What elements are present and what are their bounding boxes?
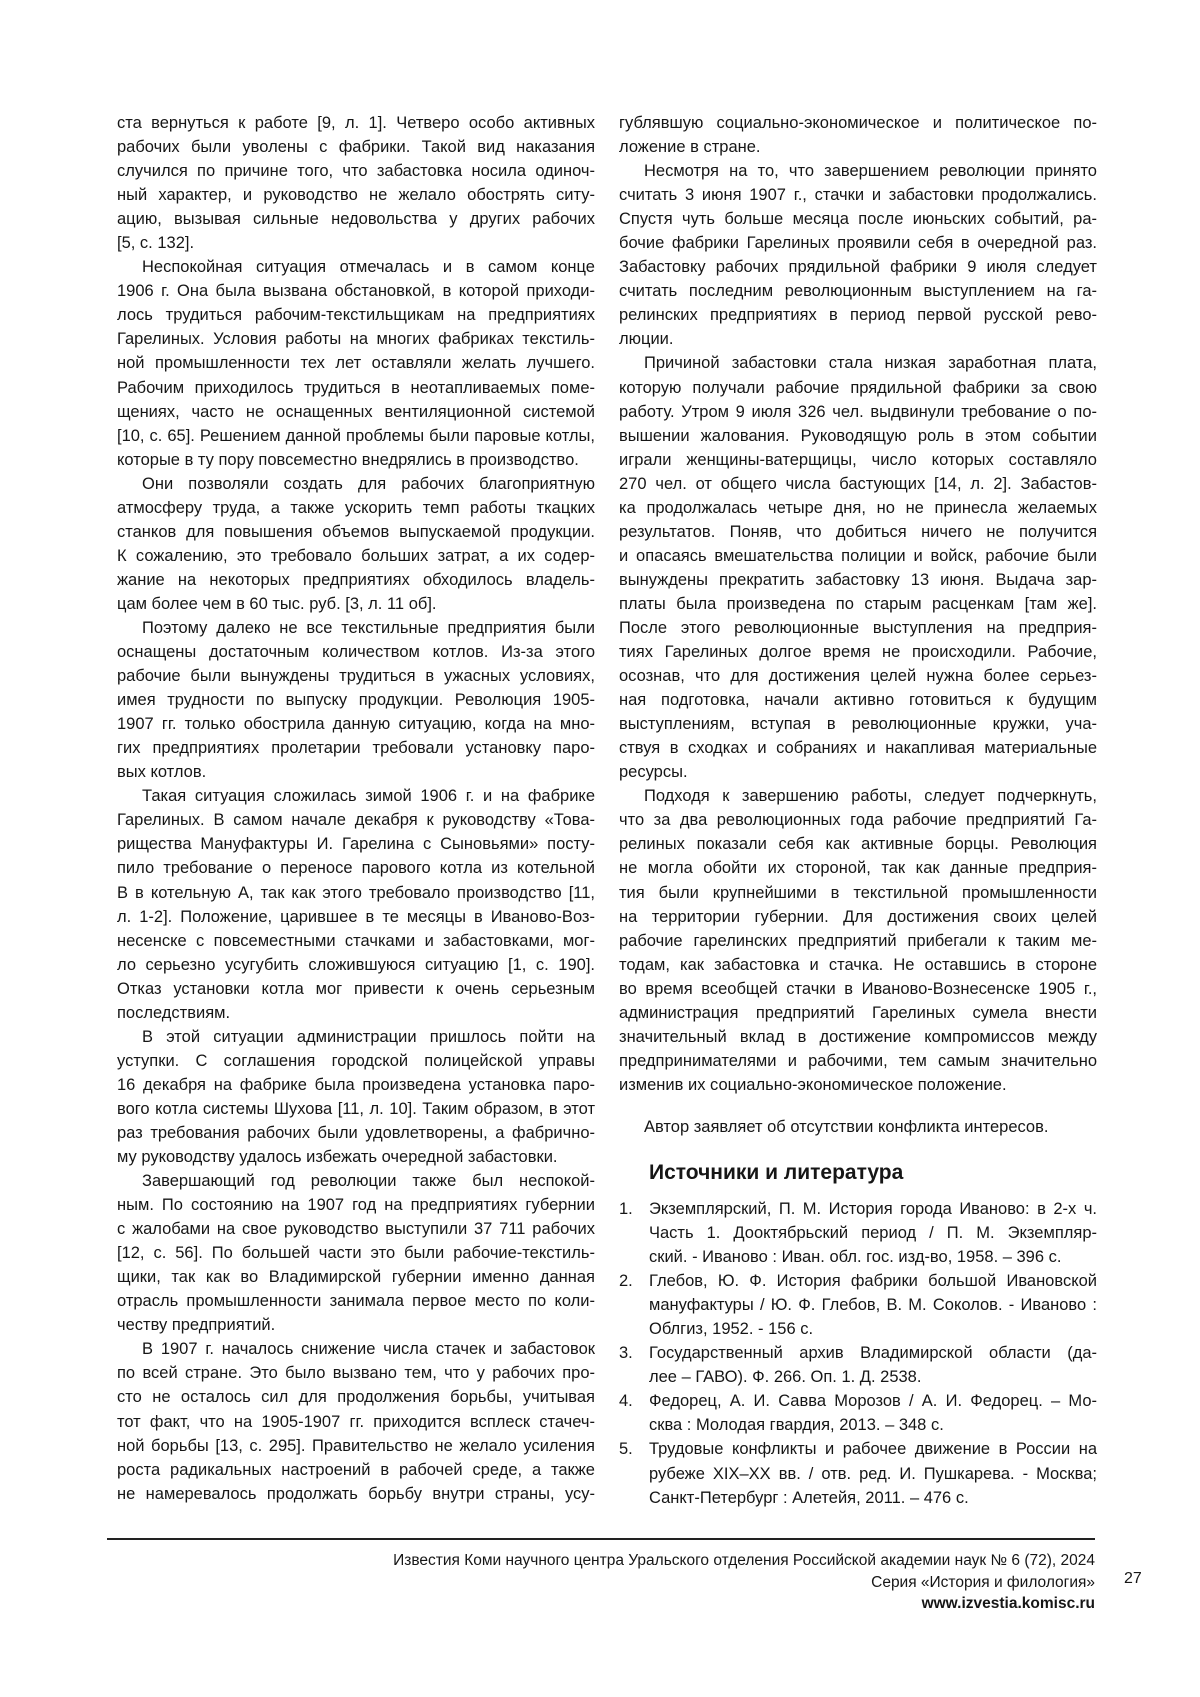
text-line: с жалобами на свое руководство выступили 37 711 рабочих [117, 1217, 595, 1241]
text-line: люции. [619, 327, 1097, 351]
text-line: не могла обойти их стороной, так как данные предприя- [619, 856, 1097, 880]
text-line: Поэтому далеко не все текстильные предприятия были [117, 616, 595, 640]
text-line: ста вернуться к работе [9, л. 1]. Четверо особо активных [117, 111, 595, 135]
text-line: оснащены достаточным количеством котлов. Из-за этого [117, 640, 595, 664]
reference-line: Часть 1. Дооктябрьский период / П. М. Экземпляр- [649, 1221, 1097, 1245]
text-line: станков для повышения объемов выпускаемой продукции. [117, 520, 595, 544]
text-line: цам более чем в 60 тыс. руб. [3, л. 11 об]. [117, 592, 595, 616]
text-line: Подходя к завершению работы, следует подчеркнуть, [619, 784, 1097, 808]
text-line: уступки. С соглашения городской полицейской управы [117, 1049, 595, 1073]
paragraph [117, 1025, 595, 1169]
text-line: му руководству удалось избежать очередной забастовки. [117, 1145, 595, 1169]
text-line: несенске с повсеместными стачками и забастовками, мог- [117, 929, 595, 953]
text-line: релинских предприятиях в период первой русской рево- [619, 303, 1097, 327]
reference-line: Санкт-Петербург : Алетейя, 2011. – 476 с. [649, 1486, 1097, 1510]
text-line: Такая ситуация сложилась зимой 1906 г. и на фабрике [117, 784, 595, 808]
text-line: случился по причине того, что забастовка носила одиноч- [117, 159, 595, 183]
text-line: сто не осталось сил для продолжения борьбы, учитывая [117, 1385, 595, 1409]
reference-line: сква : Молодая гвардия, 2013. – 348 с. [649, 1413, 1097, 1437]
text-line: Отказ установки котла мог привести к очень серьезным [117, 977, 595, 1001]
text-line: 270 чел. от общего числа бастующих [14, л. 2]. Забастов- [619, 472, 1097, 496]
text-line: тодам, как забастовка и стачка. Не оставшись в стороне [619, 953, 1097, 977]
reference-line: ский. - Иваново : Иван. обл. гос. изд-во, 1958. – 396 с. [649, 1245, 1097, 1269]
text-line: Завершающий год революции также был неспокой- [117, 1169, 595, 1193]
paragraph [117, 616, 595, 784]
text-line: ной борьбы [13, с. 295]. Правительство не желало усиления [117, 1434, 595, 1458]
text-line: 1906 г. Она была вызвана обстановкой, в которой приходи- [117, 279, 595, 303]
text-line: ным. По состоянию на 1907 год на предприятиях губернии [117, 1193, 595, 1217]
reference-item [619, 1389, 1097, 1437]
text-line: ложение в стране. [619, 135, 1097, 159]
text-line: Забастовку рабочих прядильной фабрики 9 июля следует [619, 255, 1097, 279]
text-line: Несмотря на то, что завершением революции принято [619, 159, 1097, 183]
text-line: которую получали рабочие прядильной фабрики за свою [619, 376, 1097, 400]
paragraph [619, 784, 1097, 1097]
text-line: честву предприятий. [117, 1313, 595, 1337]
text-line: пило требование о переносе парового котла из котельной [117, 856, 595, 880]
text-line: роста радикальных настроений в рабочей среде, а также [117, 1458, 595, 1482]
text-line: ствуя в сходках и собраниях и накапливая материальные [619, 736, 1097, 760]
text-line: [12, с. 56]. По большей части это были рабочие-текстиль- [117, 1241, 595, 1265]
text-line: платы была произведена по старым расценкам [там же]. [619, 592, 1097, 616]
text-line: Причиной забастовки стала низкая заработная плата, [619, 351, 1097, 375]
paragraph [619, 111, 1097, 159]
text-line: рабочих были уволены с фабрики. Такой вид наказания [117, 135, 595, 159]
text-line: значительный вклад в достижение компромиссов между [619, 1025, 1097, 1049]
reference-item [619, 1437, 1097, 1509]
conflict-of-interest-statement: Автор заявляет об отсутствии конфликта интересов. [644, 1115, 1048, 1139]
paragraph [117, 1169, 595, 1337]
text-line: вынуждены прекратить забастовку 13 июня. Выдача зар- [619, 568, 1097, 592]
paragraph [117, 255, 595, 471]
text-line: Они позволяли создать для рабочих благоприятную [117, 472, 595, 496]
text-line: что за два революционных года рабочие предприятий Га- [619, 808, 1097, 832]
journal-name: Известия Коми научного центра Уральского отделения Российской академии наук № 6 (72), 2024 [393, 1550, 1095, 1572]
reference-line: лее – ГАВО). Ф. 266. Оп. 1. Д. 2538. [649, 1365, 1097, 1389]
text-line: вышении жалования. Руководящую роль в этом событии [619, 424, 1097, 448]
reference-line: Облгиз, 1952. - 156 с. [649, 1317, 1097, 1341]
text-line: релиных показали себя как активные борцы. Революция [619, 832, 1097, 856]
reference-line: рубеже XIX–XX вв. / отв. ред. И. Пушкарева. - Москва; [649, 1462, 1097, 1486]
page-number: 27 [1124, 1570, 1142, 1588]
text-line: во время всеобщей стачки в Иваново-Вознесенске 1905 г., [619, 977, 1097, 1001]
text-line: гублявшую социально-экономическое и политическое по- [619, 111, 1097, 135]
reference-number: 4. [619, 1389, 633, 1413]
reference-line: Глебов, Ю. Ф. История фабрики большой Ивановской [649, 1269, 1097, 1293]
text-line: ло серьезно усугубить сложившуюся ситуацию [1, с. 190]. [117, 953, 595, 977]
reference-line: Федорец, А. И. Савва Морозов / А. И. Федорец. – Мо- [649, 1389, 1097, 1413]
reference-item [619, 1269, 1097, 1341]
text-line: ресурсы. [619, 760, 1097, 784]
text-line: лось трудиться рабочим-текстильщикам на предприятиях [117, 303, 595, 327]
text-line: Гарелиных. Условия работы на многих фабриках текстиль- [117, 327, 595, 351]
text-line: щики, так как во Владимирской губернии именно данная [117, 1265, 595, 1289]
text-line: осознав, что для достижения целей нужна более серьез- [619, 664, 1097, 688]
text-line: раз требования рабочих были удовлетворены, а фабрично- [117, 1121, 595, 1145]
text-line: считать последним революционным выступлением на га- [619, 279, 1097, 303]
text-line: изменив их социально-экономическое положение. [619, 1073, 1097, 1097]
text-line: ацию, вызывая сильные недовольства у других рабочих [117, 207, 595, 231]
reference-number: 3. [619, 1341, 633, 1365]
text-line: ный характер, и руководство не желало обострять ситу- [117, 183, 595, 207]
text-line: по всей стране. Это было вызвано тем, что у рабочих про- [117, 1361, 595, 1385]
text-line: Неспокойная ситуация отмечалась и в самом конце [117, 255, 595, 279]
text-line: на территории губернии. Для достижения своих целей [619, 905, 1097, 929]
reference-number: 2. [619, 1269, 633, 1293]
text-line: жание на некоторых предприятиях обходилось владель- [117, 568, 595, 592]
text-line: которые в ту пору повсеместно внедрялись в производство. [117, 448, 595, 472]
reference-line: мануфактуры / Ю. Ф. Глебов, В. М. Соколов. - Иваново : [649, 1293, 1097, 1317]
text-line: щениях, часто не оснащенных вентиляционной системой [117, 400, 595, 424]
text-line: В 1907 г. началось снижение числа стачек и забастовок [117, 1337, 595, 1361]
text-line: Спустя чуть больше месяца после июньских событий, ра- [619, 207, 1097, 231]
text-line: играли женщины-ватерщицы, число которых составляло [619, 448, 1097, 472]
left-column [117, 111, 595, 1506]
text-line: ка продолжалась четыре дня, но не принесла желаемых [619, 496, 1097, 520]
footer-divider [107, 1538, 1095, 1540]
text-line: Рабочим приходилось трудиться в неотапливаемых поме- [117, 376, 595, 400]
text-line: рищества Мануфактуры И. Гарелина с Сыновьями» посту- [117, 832, 595, 856]
reference-line: Трудовые конфликты и рабочее движение в России на [649, 1437, 1097, 1461]
text-line: ной промышленности тех лет оставляли желать лучшего. [117, 351, 595, 375]
text-line: [10, с. 65]. Решением данной проблемы были паровые котлы, [117, 424, 595, 448]
references-heading: Источники и литература [649, 1159, 903, 1187]
text-line: ная подготовка, начали активно готовиться к будущим [619, 688, 1097, 712]
text-line: После этого революционные выступления на предприя- [619, 616, 1097, 640]
text-line: 1907 гг. только обострила данную ситуацию, когда на мно- [117, 712, 595, 736]
text-line: имея трудности по выпуску продукции. Революция 1905- [117, 688, 595, 712]
reference-number: 1. [619, 1197, 633, 1221]
text-line: л. 1-2]. Положение, царившее в те месяцы в Иваново-Воз- [117, 905, 595, 929]
text-line: бочие фабрики Гарелиных проявили себя в очередной раз. [619, 231, 1097, 255]
text-line: тия были крупнейшими в текстильной промышленности [619, 881, 1097, 905]
text-line: В этой ситуации администрации пришлось пойти на [117, 1025, 595, 1049]
reference-number: 5. [619, 1437, 633, 1461]
text-line: и опасаясь вмешательства полиции и войск, рабочие были [619, 544, 1097, 568]
reference-item [619, 1197, 1097, 1269]
text-line: тиях Гарелиных долгое время не происходили. Рабочие, [619, 640, 1097, 664]
text-line: рабочие были вынуждены трудиться в ужасных условиях, [117, 664, 595, 688]
text-line: отрасль промышленности занимала первое место по коли- [117, 1289, 595, 1313]
paragraph [619, 351, 1097, 784]
reference-line: Государственный архив Владимирской области (да- [649, 1341, 1097, 1365]
page-footer [393, 1550, 1095, 1615]
paragraph [117, 784, 595, 1024]
paragraph [117, 111, 595, 255]
text-line: [5, с. 132]. [117, 231, 595, 255]
text-line: администрация предприятий Гарелиных сумела внести [619, 1001, 1097, 1025]
paragraph [619, 159, 1097, 351]
text-line: атмосферу труда, а также ускорить темп работы ткацких [117, 496, 595, 520]
text-line: выступлениям, вступая в революционные кружки, уча- [619, 712, 1097, 736]
references-list [619, 1197, 1097, 1510]
text-line: В в котельную А, так как этого требовало производство [11, [117, 881, 595, 905]
text-line: К сожалению, это требовало больших затрат, а их содер- [117, 544, 595, 568]
paragraph [117, 1337, 595, 1505]
journal-website-link[interactable]: www.izvestia.komisc.ru [393, 1593, 1095, 1615]
text-line: вых котлов. [117, 760, 595, 784]
text-line: результатов. Поняв, что добиться ничего не получится [619, 520, 1097, 544]
text-line: не намеревалось продолжать борьбу внутри страны, усу- [117, 1482, 595, 1506]
text-line: вого котла системы Шухова [11, л. 10]. Таким образом, в этот [117, 1097, 595, 1121]
text-line: тот факт, что на 1905-1907 гг. приходится всплеск стачеч- [117, 1410, 595, 1434]
paragraph [117, 472, 595, 616]
text-line: работу. Утром 9 июля 326 чел. выдвинули требование о по- [619, 400, 1097, 424]
text-line: последствиям. [117, 1001, 595, 1025]
text-line: предпринимателями и рабочими, тем самым значительно [619, 1049, 1097, 1073]
text-line: гих предприятиях пролетарии требовали установку паро- [117, 736, 595, 760]
right-column [619, 111, 1097, 1097]
text-line: Гарелиных. В самом начале декабря к руководству «Това- [117, 808, 595, 832]
reference-line: Экземплярский, П. М. История города Иваново: в 2-х ч. [649, 1197, 1097, 1221]
reference-item [619, 1341, 1097, 1389]
text-line: 16 декабря на фабрике была произведена установка паро- [117, 1073, 595, 1097]
text-line: считать 3 июня 1907 г., стачки и забастовки продолжались. [619, 183, 1097, 207]
text-line: рабочие гарелинских предприятий прибегали к таким ме- [619, 929, 1097, 953]
journal-series: Серия «История и филология» [393, 1572, 1095, 1594]
